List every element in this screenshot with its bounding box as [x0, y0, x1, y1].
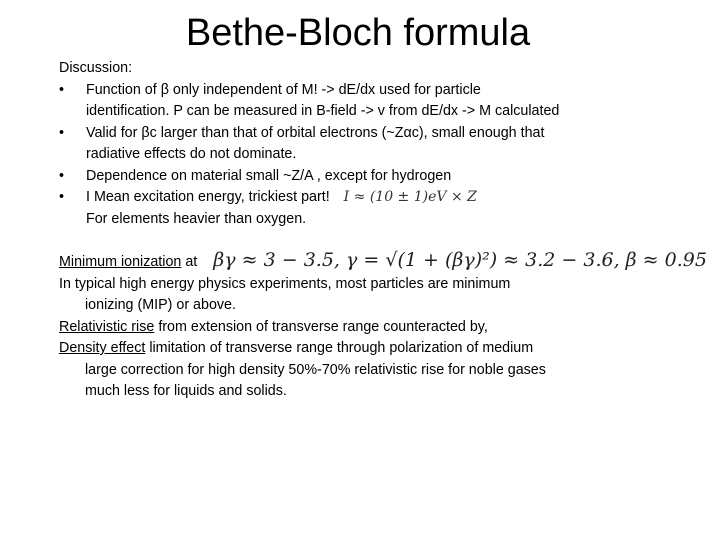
bullet-text: Dependence on material small ~Z/A , except for hydrogen: [86, 167, 452, 184]
bullet-item: [59, 80, 689, 123]
bullet-text: I Mean excitation energy, trickiest part!: [86, 189, 330, 205]
density-line-3: much less for liquids and solids.: [85, 383, 287, 399]
min-ionization-formula: βγ ≈ 3 − 3.5, γ = √(1 + (βγ)²) ≈ 3.2 − 3.6, β ≈ 0.95: [213, 249, 707, 271]
min-ionization-line: [59, 250, 709, 274]
relativistic-rise-line: [59, 317, 709, 339]
bullet-text: radiative effects do not dominate.: [86, 146, 297, 162]
discussion-section: [59, 58, 689, 230]
bullet-marker: •: [59, 189, 65, 205]
density-effect-text: limitation of transverse range through polarization of medium: [145, 340, 534, 356]
bullet-marker: •: [59, 124, 65, 141]
excitation-energy-formula: I ≈ (10 ± 1)eV × Z: [343, 189, 477, 205]
ionization-section: [59, 250, 709, 403]
discussion-heading: Discussion:: [59, 60, 133, 76]
density-effect-label: Density effect: [59, 340, 146, 356]
bullet-continuation: For elements heavier than oxygen.: [86, 210, 307, 227]
bullet-text: Valid for βc larger than that of orbital electrons (~Zαc), small enough that: [86, 124, 545, 141]
relativistic-rise-label: Relativistic rise: [59, 318, 155, 335]
bullet-marker: •: [59, 167, 65, 184]
density-effect-line: [59, 338, 709, 360]
bullet-marker: •: [59, 81, 65, 98]
min-ionization-suffix: at: [181, 254, 198, 270]
bullet-text: Function of β only independent of M! -> dE/dx used for particle: [86, 81, 481, 98]
bullet-item: [59, 166, 689, 188]
mip-line-1: In typical high energy physics experiments, most particles are minimum: [59, 275, 511, 292]
density-line-2: large correction for high density 50%-70% relativistic rise for noble gases: [85, 361, 546, 378]
page-title: Bethe-Bloch formula: [185, 12, 531, 54]
mip-line-2: ionizing (MIP) or above.: [85, 297, 236, 313]
bullet-text: identification. P can be measured in B-field -> v from dE/dx -> M calculated: [86, 103, 560, 119]
bullet-item: [59, 187, 689, 230]
bullet-item: [59, 123, 689, 166]
min-ionization-label: Minimum ionization: [59, 254, 182, 270]
relativistic-rise-text: from extension of transverse range counteracted by,: [154, 318, 488, 335]
